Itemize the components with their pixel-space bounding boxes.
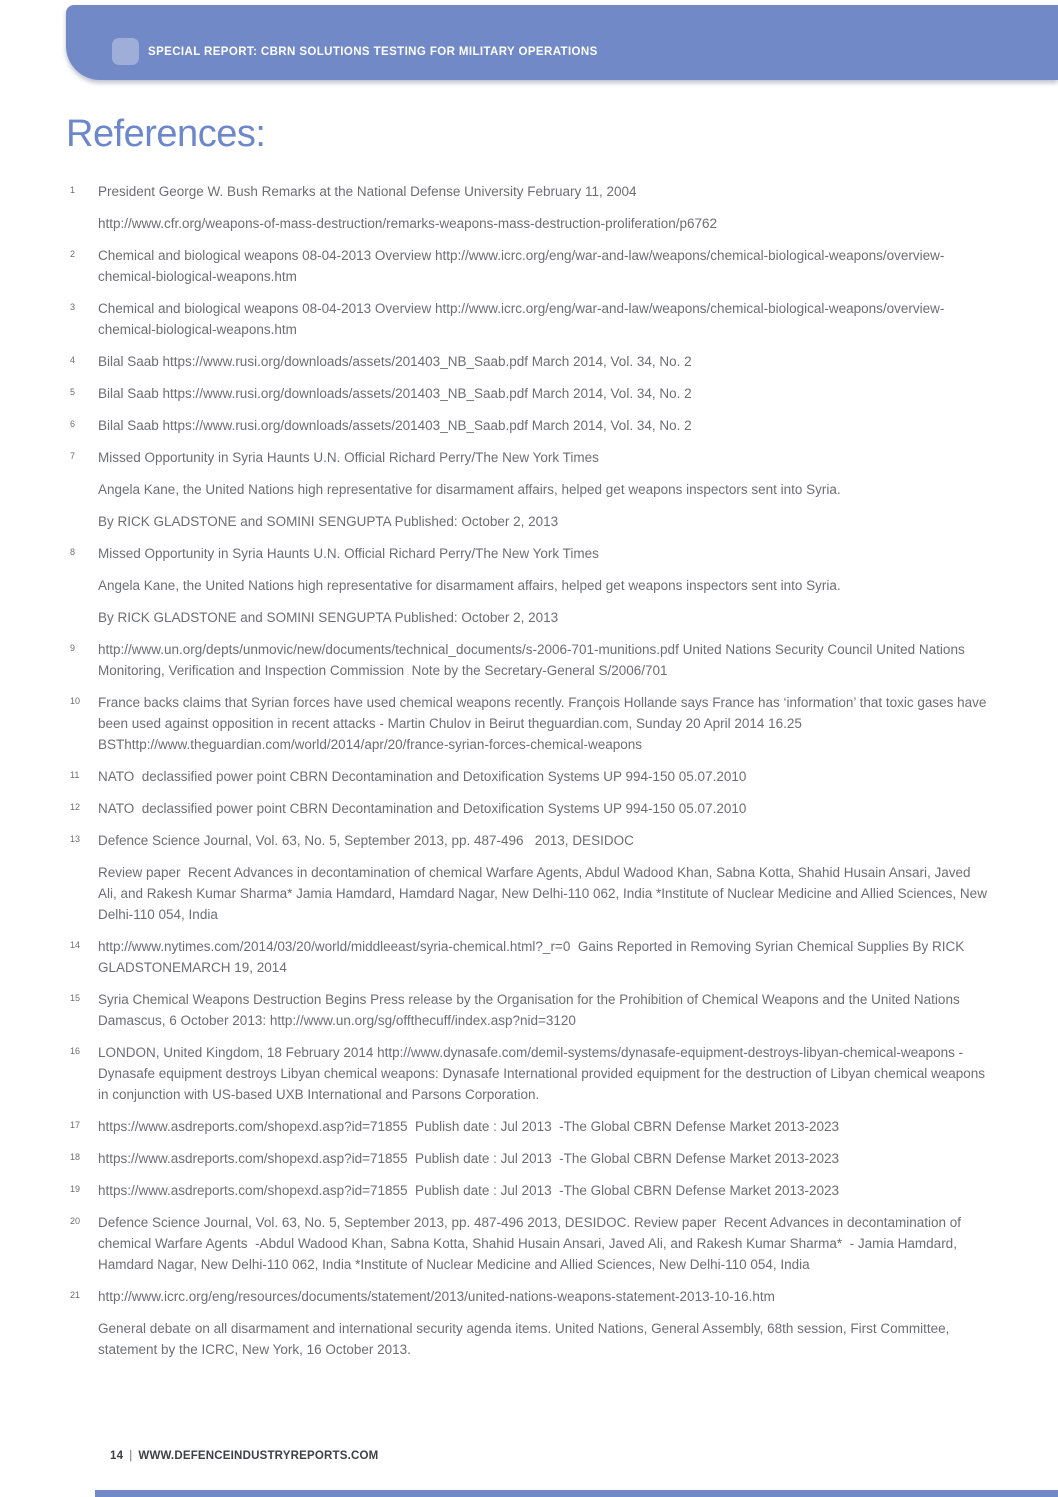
reference-item xyxy=(66,245,992,298)
reference-item xyxy=(66,543,992,639)
reference-body xyxy=(98,298,992,351)
reference-item xyxy=(66,1212,992,1286)
reference-body xyxy=(98,692,992,766)
reference-body xyxy=(98,245,992,298)
reference-item xyxy=(66,1180,992,1212)
reference-paragraph: Missed Opportunity in Syria Haunts U.N. Official Richard Perry/The New York Times xyxy=(98,545,599,561)
reference-paragraph: Bilal Saab https://www.rusi.org/downloads/assets/201403_NB_Saab.pdf March 2014, Vol. 34, No. 2 xyxy=(98,353,692,369)
reference-number: 8 xyxy=(70,546,76,557)
reference-item xyxy=(66,936,992,989)
reference-item xyxy=(66,692,992,766)
reference-number: 20 xyxy=(70,1215,81,1226)
reference-body xyxy=(98,415,992,447)
reference-body xyxy=(98,543,992,639)
reference-number: 12 xyxy=(70,801,81,812)
reference-item xyxy=(66,989,992,1042)
reference-paragraph: By RICK GLADSTONE and SOMINI SENGUPTA Published: October 2, 2013 xyxy=(98,609,559,625)
reference-number: 11 xyxy=(70,769,80,780)
reference-paragraph: LONDON, United Kingdom, 18 February 2014 http://www.dynasafe.com/demil-systems/dynasafe-equipment-destroys-libyan-chemical-weapons - Dynasafe equipment destroys Libyan chemical weapons: Dynasafe International provided equipment for the destruction of Libyan chemical weapons in conjunction with US-based UXB International and Parsons Corporation. xyxy=(98,1044,989,1102)
reference-item xyxy=(66,351,992,383)
footer-page-number: 14 xyxy=(110,1450,124,1462)
reference-body xyxy=(98,639,992,692)
reference-item xyxy=(66,383,992,415)
reference-paragraph: http://www.nytimes.com/2014/03/20/world/middleeast/syria-chemical.html?_r=0 Gains Reported in Removing Syrian Chemical Supplies By RICK GLADSTONEMARCH 19, 2014 xyxy=(98,938,969,975)
reference-number: 9 xyxy=(70,642,76,653)
reference-number: 4 xyxy=(70,354,76,365)
reference-item xyxy=(66,1042,992,1116)
reference-body xyxy=(98,989,992,1042)
reference-number: 2 xyxy=(70,248,76,259)
reference-number: 15 xyxy=(70,992,81,1003)
page-footer xyxy=(110,1450,378,1462)
reference-paragraph: https://www.asdreports.com/shopexd.asp?id=71855 Publish date : Jul 2013 -The Global CBRN Defense Market 2013-2023 xyxy=(98,1182,840,1198)
reference-number: 1 xyxy=(70,184,76,195)
reference-body xyxy=(98,936,992,989)
reference-item xyxy=(66,1116,992,1148)
reference-paragraph: http://www.un.org/depts/unmovic/new/documents/technical_documents/s-2006-701-munitions.pdf United Nations Security Council United Nations Monitoring, Verification and Inspection Commission Note by the Secretary-General S/2006/701 xyxy=(98,641,969,678)
reference-body xyxy=(98,351,992,383)
reference-number: 6 xyxy=(70,418,76,429)
reference-number: 14 xyxy=(70,939,81,950)
reference-paragraph: https://www.asdreports.com/shopexd.asp?id=71855 Publish date : Jul 2013 -The Global CBRN Defense Market 2013-2023 xyxy=(98,1118,840,1134)
reference-paragraph: Review paper Recent Advances in decontamination of chemical Warfare Agents, Abdul Wadood Khan, Sabna Kotta, Shahid Husain Ansari, Javed Ali, and Rakesh Kumar Sharma* Jamia Hamdard, Hamdard Nagar, New Delhi-110 062, India *Institute of Nuclear Medicine and Allied Sciences, New Delhi-110 054, India xyxy=(98,864,991,922)
reference-body xyxy=(98,1286,992,1371)
reference-paragraph: General debate on all disarmament and international security agenda items. United Nations, General Assembly, 68th session, First Committee, statement by the ICRC, New York, 16 October 2013. xyxy=(98,1320,954,1357)
reference-body xyxy=(98,383,992,415)
reference-item xyxy=(66,298,992,351)
reference-item xyxy=(66,639,992,692)
reference-body xyxy=(98,1148,992,1180)
reference-body xyxy=(98,447,992,543)
reference-body xyxy=(98,830,992,936)
reference-paragraph: Missed Opportunity in Syria Haunts U.N. Official Richard Perry/The New York Times xyxy=(98,449,599,465)
reference-number: 17 xyxy=(70,1119,81,1130)
reference-item xyxy=(66,798,992,830)
reference-paragraph: Chemical and biological weapons 08-04-2013 Overview http://www.icrc.org/eng/war-and-law/weapons/chemical-biological-weapons/overview-chemical-biological-weapons.htm xyxy=(98,247,945,284)
reference-item xyxy=(66,766,992,798)
reference-body xyxy=(98,181,992,245)
reference-paragraph: http://www.cfr.org/weapons-of-mass-destruction/remarks-weapons-mass-destruction-proliferation/p6762 xyxy=(98,215,718,231)
reference-number: 7 xyxy=(70,450,76,461)
reference-body xyxy=(98,1116,992,1148)
reference-paragraph: Angela Kane, the United Nations high representative for disarmament affairs, helped get weapons inspectors sent into Syria. xyxy=(98,577,841,593)
reference-item xyxy=(66,415,992,447)
reference-number: 10 xyxy=(70,695,81,706)
banner-title: SPECIAL REPORT: CBRN SOLUTIONS TESTING FOR MILITARY OPERATIONS xyxy=(148,46,598,58)
reference-paragraph: Bilal Saab https://www.rusi.org/downloads/assets/201403_NB_Saab.pdf March 2014, Vol. 34, No. 2 xyxy=(98,417,692,433)
footer-separator: | xyxy=(129,1450,133,1462)
reference-item xyxy=(66,1286,992,1371)
reference-number: 3 xyxy=(70,301,76,312)
reference-number: 18 xyxy=(70,1151,81,1162)
reference-paragraph: NATO declassified power point CBRN Decontamination and Detoxification Systems UP 994-150 05.07.2010 xyxy=(98,768,747,784)
reference-item xyxy=(66,181,992,245)
reference-number: 16 xyxy=(70,1045,81,1056)
reference-paragraph: NATO declassified power point CBRN Decontamination and Detoxification Systems UP 994-150 05.07.2010 xyxy=(98,800,747,816)
reference-body xyxy=(98,798,992,830)
reference-paragraph: President George W. Bush Remarks at the National Defense University February 11, 2004 xyxy=(98,183,637,199)
reference-number: 5 xyxy=(70,386,76,397)
reference-paragraph: France backs claims that Syrian forces have used chemical weapons recently. François Hollande says France has ‘information’ that toxic gases have been used against opposition in recent attacks - Martin Chulov in Beirut theguardian.com, Sunday 20 April 2014 16.25 BSThttp://www.theguardian.com/world/2014/apr/20/france-syrian-forces-chemical-weapons xyxy=(98,694,991,752)
reference-item xyxy=(66,1148,992,1180)
footer-website: WWW.DEFENCEINDUSTRYREPORTS.COM xyxy=(138,1450,379,1462)
reference-body xyxy=(98,1212,992,1286)
reference-paragraph: http://www.icrc.org/eng/resources/documents/statement/2013/united-nations-weapons-statement-2013-10-16.htm xyxy=(98,1288,775,1304)
reference-body xyxy=(98,1180,992,1212)
reference-body xyxy=(98,766,992,798)
page-title: References: xyxy=(66,113,266,155)
reference-paragraph: Defence Science Journal, Vol. 63, No. 5, September 2013, pp. 487-496 2013, DESIDOC xyxy=(98,832,634,848)
reference-paragraph: https://www.asdreports.com/shopexd.asp?id=71855 Publish date : Jul 2013 -The Global CBRN Defense Market 2013-2023 xyxy=(98,1150,840,1166)
reference-item xyxy=(66,447,992,543)
reference-number: 13 xyxy=(70,833,81,844)
reference-paragraph: Angela Kane, the United Nations high representative for disarmament affairs, helped get weapons inspectors sent into Syria. xyxy=(98,481,841,497)
reference-number: 19 xyxy=(70,1183,81,1194)
reference-paragraph: By RICK GLADSTONE and SOMINI SENGUPTA Published: October 2, 2013 xyxy=(98,513,559,529)
reference-body xyxy=(98,1042,992,1116)
bottom-accent-bar xyxy=(95,1490,1058,1497)
reference-paragraph: Bilal Saab https://www.rusi.org/downloads/assets/201403_NB_Saab.pdf March 2014, Vol. 34, No. 2 xyxy=(98,385,692,401)
references-list xyxy=(66,181,992,1371)
reference-number: 21 xyxy=(70,1289,81,1300)
reference-paragraph: Syria Chemical Weapons Destruction Begins Press release by the Organisation for the Prohibition of Chemical Weapons and the United Nations Damascus, 6 October 2013: http://www.un.org/sg/offthecuff/index.asp?nid=3120 xyxy=(98,991,968,1028)
reference-item xyxy=(66,830,992,936)
reference-paragraph: Defence Science Journal, Vol. 63, No. 5, September 2013, pp. 487-496 2013, DESIDOC. Review paper Recent Advances in decontamination of chemical Warfare Agents -Abdul Wadood Khan, Sabna Kotta, Shahid Husain Ansari, Javed Ali, and Rakesh Kumar Sharma* - Jamia Hamdard, Hamdard Nagar, New Delhi-110 062, India *Institute of Nuclear Medicine and Allied Sciences, New Delhi-110 054, India xyxy=(98,1214,965,1272)
reference-paragraph: Chemical and biological weapons 08-04-2013 Overview http://www.icrc.org/eng/war-and-law/weapons/chemical-biological-weapons/overview-chemical-biological-weapons.htm xyxy=(98,300,945,337)
